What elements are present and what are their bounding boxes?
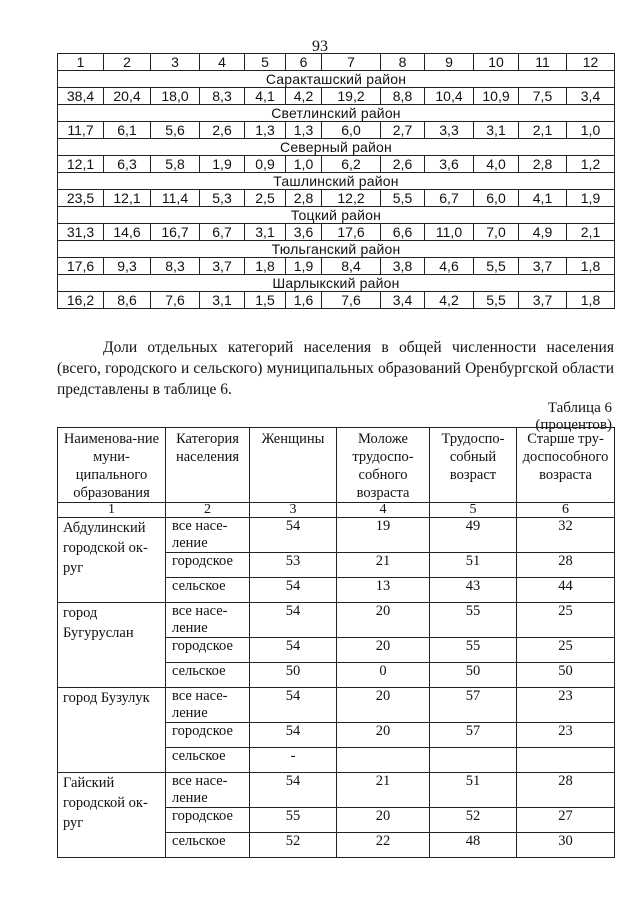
value-cell: 28: [517, 553, 615, 578]
value-cell: 20: [337, 638, 430, 663]
value-cell: 25: [517, 603, 615, 638]
value-cell: 38,4: [58, 88, 104, 105]
category-cell: сельское: [166, 748, 250, 773]
value-cell: [430, 748, 517, 773]
value-cell: 1,2: [567, 156, 615, 173]
value-cell: 4,9: [519, 224, 567, 241]
value-cell: 51: [430, 553, 517, 578]
header-cell: Наименова-ние муни-ципального образования: [58, 428, 166, 503]
value-cell: 12,2: [322, 190, 381, 207]
value-cell: 8,4: [322, 258, 381, 275]
value-cell: 7,6: [151, 292, 200, 309]
category-cell: городское: [166, 808, 250, 833]
value-cell: 27: [517, 808, 615, 833]
value-cell: 2,6: [381, 156, 425, 173]
value-cell: 2,1: [519, 122, 567, 139]
value-cell: 7,6: [322, 292, 381, 309]
value-cell: 3,7: [200, 258, 245, 275]
region-name-cell: Шарлыкский район: [58, 275, 615, 292]
value-cell: 52: [430, 808, 517, 833]
region-values-row: [58, 190, 615, 207]
value-cell: 4,6: [425, 258, 474, 275]
value-cell: 6,2: [322, 156, 381, 173]
value-cell: 8,6: [104, 292, 151, 309]
value-cell: 1,0: [567, 122, 615, 139]
region-title-row: [58, 207, 615, 224]
header-cell: Моложе трудоспо-собного возраста: [337, 428, 430, 503]
value-cell: 3,4: [567, 88, 615, 105]
value-cell: 20: [337, 723, 430, 748]
table-row: [58, 603, 615, 638]
column-number-cell: 3: [250, 503, 337, 518]
column-number-cell: 5: [430, 503, 517, 518]
value-cell: 50: [517, 663, 615, 688]
value-cell: 3,7: [519, 258, 567, 275]
value-cell: 8,3: [200, 88, 245, 105]
table-6-header-row: [58, 428, 615, 503]
region-values-row: [58, 292, 615, 309]
value-cell: 3,8: [381, 258, 425, 275]
header-cell: Старше тру-доспособного возраста: [517, 428, 615, 503]
value-cell: 4,1: [245, 88, 286, 105]
value-cell: 2,8: [519, 156, 567, 173]
value-cell: 3,6: [425, 156, 474, 173]
column-number-cell: 6: [286, 54, 322, 71]
value-cell: 12,1: [104, 190, 151, 207]
column-number-cell: 8: [381, 54, 425, 71]
column-number-cell: 3: [151, 54, 200, 71]
category-cell: все насе-ление: [166, 688, 250, 723]
table-row: [58, 773, 615, 808]
value-cell: 20: [337, 688, 430, 723]
value-cell: 9,3: [104, 258, 151, 275]
value-cell: 4,1: [519, 190, 567, 207]
column-number-cell: 10: [474, 54, 519, 71]
value-cell: 5,5: [474, 292, 519, 309]
column-number-cell: 4: [200, 54, 245, 71]
header-cell: Женщины: [250, 428, 337, 503]
column-number-cell: 1: [58, 503, 166, 518]
value-cell: 0,9: [245, 156, 286, 173]
table-6: [57, 427, 615, 858]
region-name-cell: Тоцкий район: [58, 207, 615, 224]
value-cell: 21: [337, 553, 430, 578]
category-cell: сельское: [166, 578, 250, 603]
value-cell: 55: [250, 808, 337, 833]
value-cell: 22: [337, 833, 430, 858]
value-cell: 5,6: [151, 122, 200, 139]
value-cell: -: [250, 748, 337, 773]
column-number-cell: 5: [245, 54, 286, 71]
value-cell: 6,0: [322, 122, 381, 139]
value-cell: 55: [430, 638, 517, 663]
value-cell: 20,4: [104, 88, 151, 105]
value-cell: 1,5: [245, 292, 286, 309]
value-cell: 2,8: [286, 190, 322, 207]
value-cell: 54: [250, 578, 337, 603]
column-number-cell: 9: [425, 54, 474, 71]
column-number-cell: 2: [166, 503, 250, 518]
value-cell: 54: [250, 773, 337, 808]
value-cell: 6,1: [104, 122, 151, 139]
value-cell: 2,6: [200, 122, 245, 139]
value-cell: 3,1: [245, 224, 286, 241]
value-cell: 20: [337, 808, 430, 833]
column-number-cell: 12: [567, 54, 615, 71]
value-cell: 6,7: [200, 224, 245, 241]
table-row: [58, 688, 615, 723]
region-name-cell: Северный район: [58, 139, 615, 156]
column-number-cell: 7: [322, 54, 381, 71]
value-cell: 3,7: [519, 292, 567, 309]
category-cell: все насе-ление: [166, 603, 250, 638]
category-cell: сельское: [166, 663, 250, 688]
value-cell: 1,8: [567, 258, 615, 275]
value-cell: 1,3: [286, 122, 322, 139]
value-cell: 1,8: [567, 292, 615, 309]
value-cell: 0: [337, 663, 430, 688]
value-cell: 23: [517, 723, 615, 748]
value-cell: 50: [430, 663, 517, 688]
value-cell: 50: [250, 663, 337, 688]
value-cell: 12,1: [58, 156, 104, 173]
value-cell: 16,2: [58, 292, 104, 309]
value-cell: 5,5: [381, 190, 425, 207]
value-cell: 55: [430, 603, 517, 638]
value-cell: 8,3: [151, 258, 200, 275]
value-cell: 51: [430, 773, 517, 808]
value-cell: 3,1: [474, 122, 519, 139]
value-cell: 28: [517, 773, 615, 808]
category-cell: городское: [166, 638, 250, 663]
value-cell: 31,3: [58, 224, 104, 241]
value-cell: 19: [337, 518, 430, 553]
value-cell: 4,2: [425, 292, 474, 309]
value-cell: 57: [430, 688, 517, 723]
value-cell: 19,2: [322, 88, 381, 105]
value-cell: 16,7: [151, 224, 200, 241]
region-values-row: [58, 122, 615, 139]
value-cell: 3,6: [286, 224, 322, 241]
value-cell: 2,1: [567, 224, 615, 241]
value-cell: 32: [517, 518, 615, 553]
value-cell: 5,8: [151, 156, 200, 173]
value-cell: 57: [430, 723, 517, 748]
value-cell: 25: [517, 638, 615, 663]
value-cell: 2,5: [245, 190, 286, 207]
value-cell: 54: [250, 603, 337, 638]
value-cell: 11,0: [425, 224, 474, 241]
value-cell: 2,7: [381, 122, 425, 139]
region-title-row: [58, 241, 615, 258]
region-name-cell: Саракташский район: [58, 71, 615, 88]
value-cell: 6,3: [104, 156, 151, 173]
value-cell: 5,3: [200, 190, 245, 207]
value-cell: 20: [337, 603, 430, 638]
value-cell: 17,6: [322, 224, 381, 241]
table-row: [58, 518, 615, 553]
value-cell: 43: [430, 578, 517, 603]
value-cell: 3,1: [200, 292, 245, 309]
table-5-continuation: [57, 53, 615, 309]
header-cell: Категория населения: [166, 428, 250, 503]
region-title-row: [58, 105, 615, 122]
value-cell: 10,9: [474, 88, 519, 105]
value-cell: 11,4: [151, 190, 200, 207]
table-6-units: (процентов): [535, 417, 612, 433]
region-values-row: [58, 156, 615, 173]
value-cell: 23,5: [58, 190, 104, 207]
region-name-cell: Светлинский район: [58, 105, 615, 122]
category-cell: все насе-ление: [166, 773, 250, 808]
category-cell: сельское: [166, 833, 250, 858]
value-cell: 48: [430, 833, 517, 858]
column-number-cell: 6: [517, 503, 615, 518]
value-cell: 53: [250, 553, 337, 578]
municipality-name-cell: город Бугуруслан: [58, 603, 166, 688]
column-number-cell: 11: [519, 54, 567, 71]
municipality-name-cell: Абдулинский городской ок-руг: [58, 518, 166, 603]
value-cell: [337, 748, 430, 773]
region-title-row: [58, 275, 615, 292]
value-cell: 3,3: [425, 122, 474, 139]
value-cell: 54: [250, 688, 337, 723]
value-cell: 6,7: [425, 190, 474, 207]
page-number: 93: [312, 38, 328, 55]
value-cell: 54: [250, 518, 337, 553]
value-cell: 6,0: [474, 190, 519, 207]
value-cell: 4,0: [474, 156, 519, 173]
value-cell: 10,4: [425, 88, 474, 105]
value-cell: 7,5: [519, 88, 567, 105]
value-cell: 52: [250, 833, 337, 858]
value-cell: 6,6: [381, 224, 425, 241]
table-6-number-row: [58, 503, 615, 518]
category-cell: городское: [166, 723, 250, 748]
value-cell: 4,2: [286, 88, 322, 105]
region-title-row: [58, 139, 615, 156]
value-cell: 54: [250, 638, 337, 663]
value-cell: 1,8: [245, 258, 286, 275]
value-cell: 1,9: [286, 258, 322, 275]
value-cell: 44: [517, 578, 615, 603]
value-cell: 23: [517, 688, 615, 723]
value-cell: 1,6: [286, 292, 322, 309]
category-cell: городское: [166, 553, 250, 578]
value-cell: 17,6: [58, 258, 104, 275]
value-cell: 14,6: [104, 224, 151, 241]
category-cell: все насе-ление: [166, 518, 250, 553]
value-cell: [517, 748, 615, 773]
value-cell: 18,0: [151, 88, 200, 105]
value-cell: 30: [517, 833, 615, 858]
header-cell: Трудоспо-собный возраст: [430, 428, 517, 503]
region-name-cell: Тюльганский район: [58, 241, 615, 258]
region-values-row: [58, 224, 615, 241]
value-cell: 21: [337, 773, 430, 808]
table-6-caption: Таблица 6: [547, 400, 612, 416]
value-cell: 1,0: [286, 156, 322, 173]
value-cell: 1,9: [200, 156, 245, 173]
column-number-cell: 4: [337, 503, 430, 518]
region-title-row: [58, 71, 615, 88]
column-number-cell: 1: [58, 54, 104, 71]
region-title-row: [58, 173, 615, 190]
municipality-name-cell: город Бузулук: [58, 688, 166, 773]
table-5-header-row: [58, 54, 615, 71]
value-cell: 11,7: [58, 122, 104, 139]
value-cell: 3,4: [381, 292, 425, 309]
municipality-name-cell: Гайский городской ок-руг: [58, 773, 166, 858]
value-cell: 7,0: [474, 224, 519, 241]
value-cell: 13: [337, 578, 430, 603]
value-cell: 1,3: [245, 122, 286, 139]
paragraph: Доли отдельных категорий населения в общей численности населения (всего, городского и сельского) муниципальных образований Оренбургской области представлены в таблице 6.: [57, 339, 614, 398]
region-values-row: [58, 88, 615, 105]
value-cell: 54: [250, 723, 337, 748]
column-number-cell: 2: [104, 54, 151, 71]
value-cell: 1,9: [567, 190, 615, 207]
region-values-row: [58, 258, 615, 275]
value-cell: 8,8: [381, 88, 425, 105]
region-name-cell: Ташлинский район: [58, 173, 615, 190]
value-cell: 49: [430, 518, 517, 553]
value-cell: 5,5: [474, 258, 519, 275]
